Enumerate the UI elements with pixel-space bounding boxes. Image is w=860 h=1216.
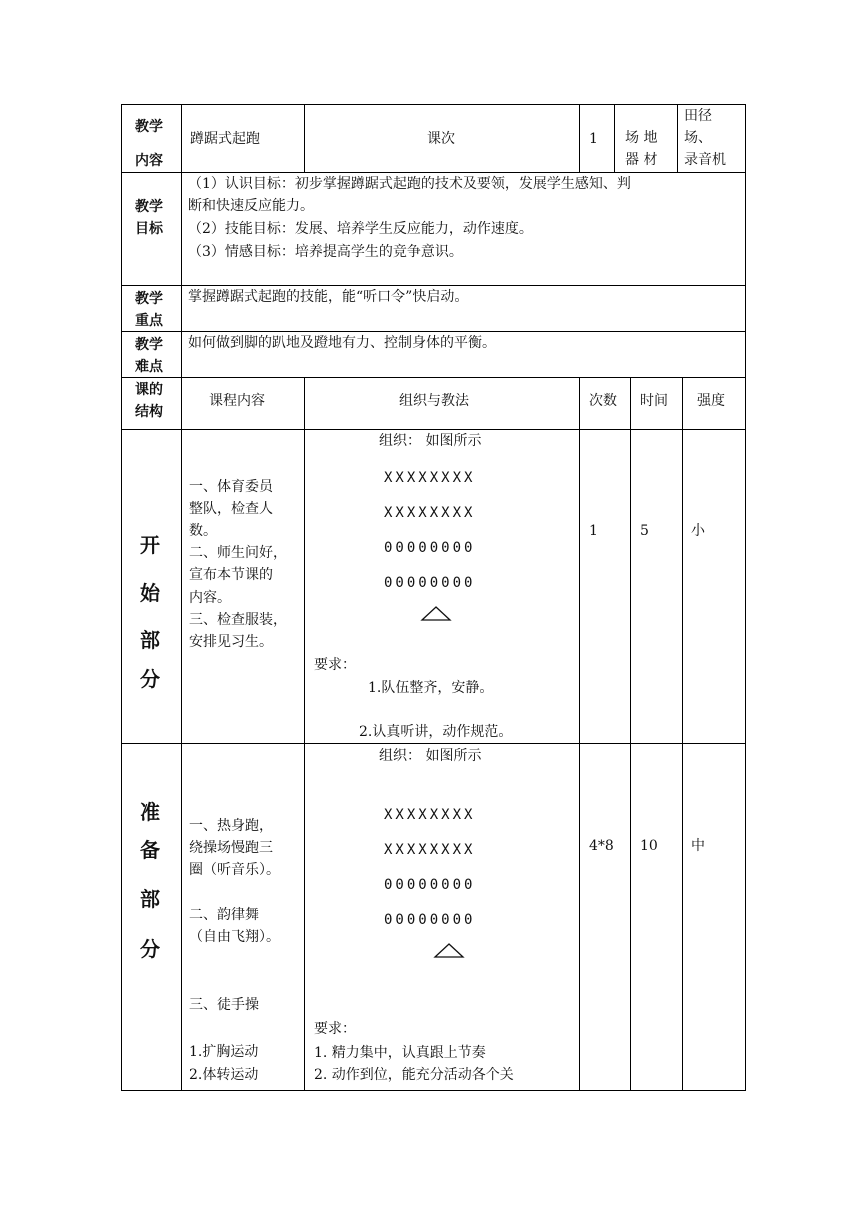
start-formation-row-1: XXXXXXXX xyxy=(384,470,476,486)
keypoint-label-line2: 重点 xyxy=(135,313,163,329)
col-duration: 时间 xyxy=(640,393,668,409)
prep-formation-row-2: XXXXXXXX xyxy=(384,842,476,858)
venue-label-line2: 器 材 xyxy=(625,152,658,168)
prep-section-name-1: 准 xyxy=(140,800,160,824)
prep-times: 4*8 xyxy=(589,838,614,854)
start-section-name-2: 始 xyxy=(140,581,160,605)
start-req-1: 1.队伍整齐，安静。 xyxy=(368,680,494,696)
difficulty-label-line1: 教学 xyxy=(135,337,163,353)
prep-section-name-3: 部 xyxy=(140,887,160,911)
prep-req-2: 2. 动作到位，能充分活动各个关 xyxy=(314,1067,514,1083)
prep-formation-row-4: 00000000 xyxy=(384,912,476,928)
venue-value-line1: 田径 xyxy=(684,108,712,124)
keypoint-label-line1: 教学 xyxy=(135,291,163,307)
content-value: 蹲踞式起跑 xyxy=(190,131,260,147)
teacher-triangle-icon xyxy=(433,942,465,960)
goals-line-2: 断和快速反应能力。 xyxy=(188,198,314,214)
col-intensity: 强度 xyxy=(697,393,725,409)
start-req-title: 要求： xyxy=(314,657,356,673)
start-section-name-4: 分 xyxy=(140,667,160,691)
prep-formation-row-3: 00000000 xyxy=(384,877,476,893)
goals-label-line2: 目标 xyxy=(135,221,163,237)
goals-line-1: （1）认识目标：初步掌握蹲踞式起跑的技术及要领，发展学生感知、判 xyxy=(188,176,631,192)
keypoint-text: 掌握蹲踞式起跑的技能，能“听口令”快启动。 xyxy=(188,289,469,305)
start-org-title: 组织： 如图所示 xyxy=(379,433,482,449)
prep-intensity: 中 xyxy=(691,838,705,854)
prep-formation-row-1: XXXXXXXX xyxy=(384,807,476,823)
prep-req-1: 1. 精力集中，认真跟上节奏 xyxy=(314,1045,486,1061)
col-content: 课程内容 xyxy=(209,393,265,409)
prep-section-name-4: 分 xyxy=(140,937,160,961)
prep-duration: 10 xyxy=(640,838,658,854)
goals-line-3: （2）技能目标：发展、培养学生反应能力，动作速度。 xyxy=(188,221,533,237)
lesson-value: 1 xyxy=(589,131,598,147)
prep-org-title: 组织： 如图所示 xyxy=(379,748,482,764)
venue-value-line3: 录音机 xyxy=(684,152,726,168)
goals-label-line1: 教学 xyxy=(135,199,163,215)
start-section-name-3: 部 xyxy=(140,628,160,652)
content-label-line1: 教学 xyxy=(135,119,163,135)
col-method: 组织与教法 xyxy=(399,393,469,409)
col-structure-line2: 结构 xyxy=(135,404,163,420)
start-formation-row-3: 00000000 xyxy=(384,540,476,556)
venue-label-line1: 场 地 xyxy=(625,130,658,146)
goals-line-4: （3）情感目标：培养提高学生的竞争意识。 xyxy=(188,244,463,260)
col-times: 次数 xyxy=(589,393,617,409)
teacher-triangle-icon xyxy=(420,605,452,623)
start-req-2: 2.认真听讲，动作规范。 xyxy=(359,724,513,740)
venue-value-line2: 场、 xyxy=(684,130,712,146)
col-structure-line1: 课的 xyxy=(135,382,163,398)
start-section-name-1: 开 xyxy=(140,533,160,557)
lesson-label: 课次 xyxy=(427,131,455,147)
difficulty-text: 如何做到脚的趴地及蹬地有力、控制身体的平衡。 xyxy=(188,335,496,351)
content-label-line2: 内容 xyxy=(135,153,163,169)
start-intensity: 小 xyxy=(691,523,705,539)
start-duration: 5 xyxy=(640,523,649,539)
start-formation-row-2: XXXXXXXX xyxy=(384,505,476,521)
prep-req-title: 要求： xyxy=(314,1021,356,1037)
start-times: 1 xyxy=(589,523,598,539)
difficulty-label-line2: 难点 xyxy=(135,359,163,375)
prep-section-name-2: 备 xyxy=(140,838,160,862)
start-formation-row-4: 00000000 xyxy=(384,575,476,591)
